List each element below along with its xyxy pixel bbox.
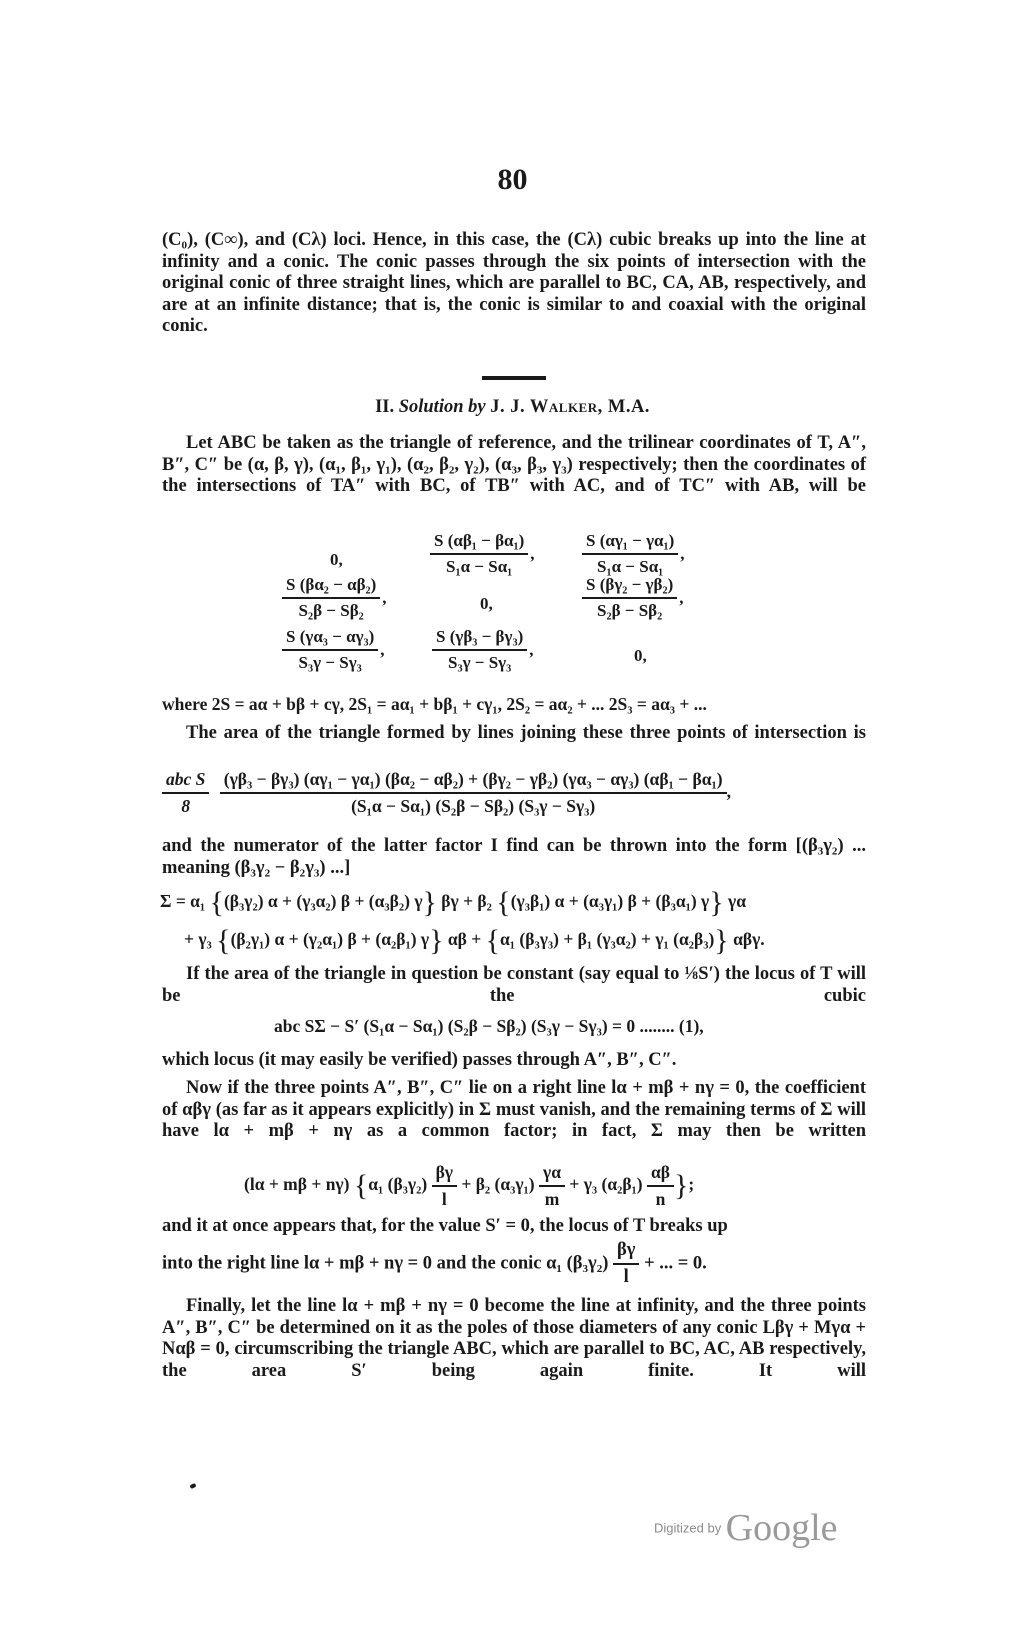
final-paragraph: Finally, let the line lα + mβ + nγ = 0 become the line at infinity, and the three points A″, B″, C″ be determined on it as the poles of those diameters of any conic Lβγ + Mγα + Nαβ = 0, circumscribing the triangle ABC, which are parallel to BC, AC, AB respectively, the area S′ being again finite. It will — [162, 1296, 866, 1381]
google-logo: Google — [725, 1507, 838, 1549]
numerator-paragraph: and the numerator of the latter factor I find can be thrown into the form [(β₃γ₂) ... meaning (β₃γ₂ − β₂γ₃) ...] — [162, 836, 866, 878]
intro-paragraph: (C₀), (C∞), and (Cλ) loci. Hence, in this case, the (Cλ) cubic breaks up into the line at infinity and a conic. The conic passes through the six points of intersection with the original conic of three straight lines, which are parallel to BC, CA, AB, respectively, and are at an infinite distance; that is, the conic is similar to and coaxial with the original conic. — [162, 230, 866, 336]
matrix-r3c1: $\frac{\text{S (γα₃ − αγ₃)}}{\text{S₃γ − Sγ₃}}$ , — [282, 627, 385, 673]
breaks-line-1: and it at once appears that, for the value S′ = 0, the locus of T breaks up — [162, 1216, 728, 1236]
matrix-r1c3: $\frac{\text{S (αγ₁ − γα₁)}}{\text{S₁α − Sα₁}}$ , — [582, 531, 685, 577]
breaks-line-2: into the right line lα + mβ + nγ = 0 and the conic α₁ (β₃γ₂) $\frac{\beta\gamma}{l}$ + ... = 0. — [162, 1240, 707, 1287]
matrix-r1c1: 0, — [330, 550, 343, 569]
heading-label: Solution by — [398, 397, 486, 417]
right-line-paragraph: Now if the three points A″, B″, C″ lie on a right line lα + mβ + nγ = 0, the coefficient of αβγ (as far as it appears explicitly) in Σ must vanish, and the remaining terms of Σ will have lα + mβ + nγ as a common factor; in fact, Σ may then be written — [162, 1078, 866, 1141]
matrix-r2c2: 0, — [480, 594, 493, 613]
where-line: where 2S = aα + bβ + cγ, 2S₁ = aα₁ + bβ₁ + cγ₁, 2S₂ = aα₂ + ... 2S₃ = aα₃ + ... — [162, 694, 707, 714]
matrix-r2c1: $\frac{\text{S (βα₂ − αβ₂)}}{\text{S₂β − Sβ₂}}$ , — [282, 575, 387, 621]
factored-expression: (lα + mβ + nγ) {α₁ (β₃γ₂) $\frac{\beta\gamma}{l}$ + β₂ (α₃γ₁) $\frac{\gamma\alpha}{m}$ + γ₃ (α₂β₁) $\frac{\alpha\beta}{n}$ }; — [244, 1162, 695, 1209]
section-divider — [482, 376, 546, 380]
cubic-equation: abc SΣ − S′ (S₁α − Sα₁) (S₂β − Sβ₂) (S₃γ − Sγ₃) = 0 ........ (1), — [274, 1016, 704, 1036]
area-paragraph: The area of the triangle formed by lines joining these three points of intersection is — [186, 723, 866, 743]
digitized-watermark: Digitized by Google — [654, 1507, 838, 1549]
sigma-line-1: Σ = α₁ {(β₃γ₂) α + (γ₃α₂) β + (α₃β₂) γ} βγ + β₂ {(γ₃β₁) α + (α₃γ₁) β + (β₃α₁) γ} γα — [160, 886, 746, 919]
page-number: 80 — [497, 163, 528, 196]
heading-author: J. J. Walker, M.A. — [490, 397, 650, 417]
matrix-r3c3: 0, — [634, 646, 647, 665]
matrix-r1c2: $\frac{\text{S (αβ₁ − βα₁)}}{\text{S₁α − Sα₁}}$ , — [430, 531, 535, 577]
matrix-r2c3: $\frac{\text{S (βγ₂ − γβ₂)}}{\text{S₂β − Sβ₂}}$ , — [582, 575, 683, 621]
heading-numeral: II. — [375, 397, 395, 417]
setup-paragraph: Let ABC be taken as the triangle of reference, and the trilinear coordinates of T, A″, B″, C″ be (α, β, γ), (α₁, β₁, γ₁), (α₂, β₂, γ₂), (α₃, β₃, γ₃) respectively; then the coordinates of the intersections of TA″ with BC, of TB″ with AC, and of TC″ with AB, will be — [162, 433, 866, 496]
matrix-r3c2: $\frac{\text{S (γβ₃ − βγ₃)}}{\text{S₃γ − Sγ₃}}$ , — [432, 627, 533, 673]
constant-paragraph: If the area of the triangle in question be constant (say equal to ⅛S′) the locus of T will be the cubic — [162, 964, 866, 1006]
section-heading — [0, 397, 1025, 418]
sigma-line-2: + γ₃ {(β₂γ₁) α + (γ₂α₁) β + (α₂β₁) γ} αβ + {α₁ (β₃γ₃) + β₁ (γ₃α₂) + γ₁ (α₂β₃)} αβγ. — [184, 924, 765, 957]
area-formula: $\frac{\text{abc S}}{8}$ (γβ₃ − βγ₃) (αγ₁ − γα₁) (βα₂ − αβ₂) + (βγ₂ − γβ₂) (γα₃ − αγ₃) (αβ₁ − βα₁) (S₁α − Sα₁) (S₂β − Sβ₂) (S₃γ − Sγ₃) , — [162, 769, 731, 817]
verified-line: which locus (it may easily be verified) passes through A″, B″, C″. — [162, 1050, 677, 1070]
ink-speck — [189, 1483, 196, 1489]
